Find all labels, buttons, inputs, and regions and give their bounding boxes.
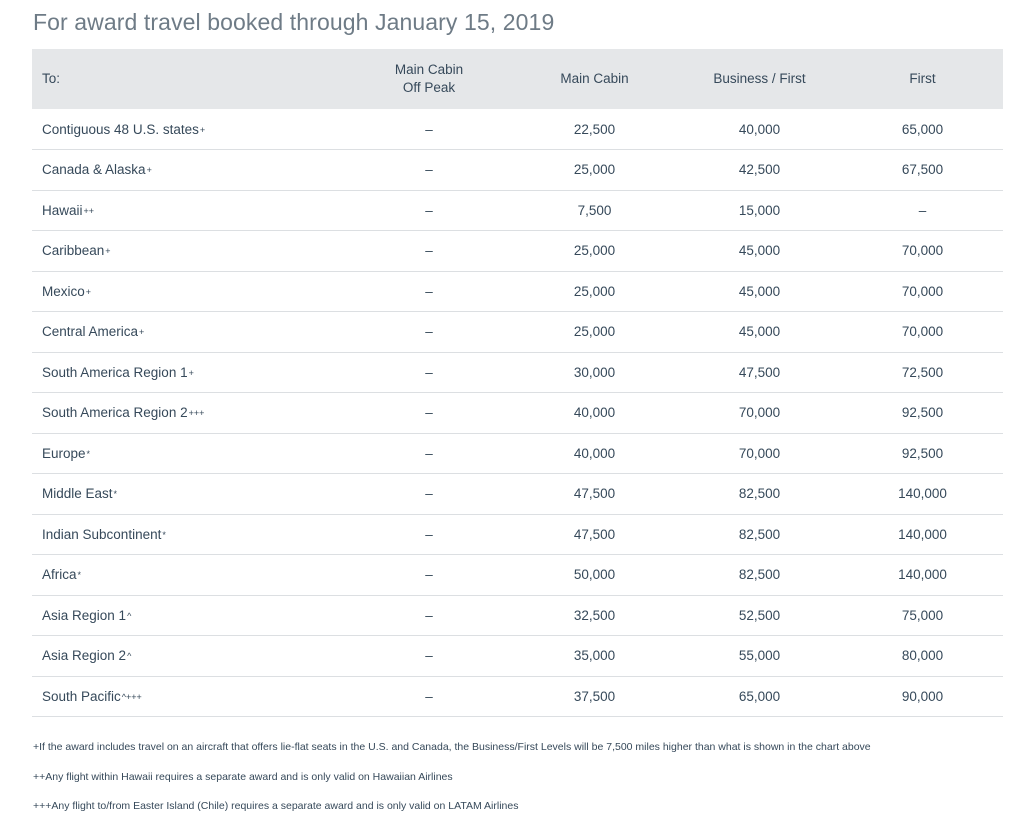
main-cabin-off-peak-cell: – <box>425 405 433 421</box>
destination-name: Canada & Alaska <box>42 162 146 178</box>
footnotes <box>33 740 871 829</box>
table-row <box>32 555 1003 596</box>
header-destination: To: <box>42 71 61 86</box>
destination-cell <box>32 433 346 474</box>
business-first-cell: 55,000 <box>738 648 781 664</box>
destination-name: South Pacific <box>42 688 121 704</box>
table-row <box>32 474 1003 515</box>
main-cabin-off-peak-cell: – <box>425 283 433 299</box>
first-cell: 70,000 <box>901 324 944 340</box>
main-cabin-off-peak-cell: – <box>425 486 433 502</box>
business-first-cell: 47,500 <box>738 364 781 380</box>
main-cabin-off-peak-cell: – <box>425 243 433 259</box>
destination-name: Europe <box>42 445 86 461</box>
footnote-mark: ^ <box>127 610 132 621</box>
header-first: First <box>909 71 936 86</box>
table-row <box>32 595 1003 636</box>
business-first-cell: 15,000 <box>738 202 781 218</box>
footnote-mark: + <box>199 124 206 135</box>
business-first-cell: 82,500 <box>738 526 781 542</box>
destination-name: Asia Region 2 <box>42 648 127 664</box>
destination-name: Hawaii <box>42 202 83 218</box>
destination-name: Caribbean <box>42 243 105 259</box>
destination-cell <box>32 190 346 231</box>
destination-cell <box>32 312 346 353</box>
footnote-mark: + <box>139 327 145 338</box>
business-first-cell: 70,000 <box>738 445 781 461</box>
first-cell: 140,000 <box>898 486 947 502</box>
main-cabin-cell: 25,000 <box>573 283 616 299</box>
destination-cell <box>32 636 346 677</box>
destination-cell <box>32 352 346 393</box>
business-first-cell: 82,500 <box>738 567 781 583</box>
main-cabin-cell: 25,000 <box>573 162 616 178</box>
footnote-mark: * <box>86 448 91 459</box>
destination-name: Contiguous 48 U.S. states <box>42 121 199 137</box>
business-first-cell: 45,000 <box>738 283 781 299</box>
main-cabin-cell: 25,000 <box>573 243 616 259</box>
header-main-cabin-off-peak-line2: Off Peak <box>402 80 456 95</box>
table-row <box>32 312 1003 353</box>
first-cell: 72,500 <box>901 364 944 380</box>
header-main-cabin-off-peak-line1: Main Cabin <box>394 62 464 77</box>
first-cell: 92,500 <box>901 405 944 421</box>
destination-cell <box>32 555 346 596</box>
business-first-cell: 40,000 <box>738 121 781 137</box>
main-cabin-cell: 35,000 <box>573 648 616 664</box>
first-cell: 75,000 <box>901 607 944 623</box>
table-row <box>32 190 1003 231</box>
footnote-mark: * <box>113 489 118 500</box>
main-cabin-cell: 47,500 <box>573 526 616 542</box>
destination-name: South America Region 1 <box>42 364 188 380</box>
main-cabin-cell: 7,500 <box>577 202 612 218</box>
destination-name: Africa <box>42 567 77 583</box>
header-row <box>32 49 1003 109</box>
business-first-cell: 52,500 <box>738 607 781 623</box>
destination-cell <box>32 676 346 717</box>
business-first-cell: 45,000 <box>738 324 781 340</box>
destination-cell <box>32 514 346 555</box>
table-row <box>32 433 1003 474</box>
first-cell: – <box>918 202 927 218</box>
main-cabin-off-peak-cell: – <box>425 202 433 218</box>
main-cabin-cell: 47,500 <box>573 486 616 502</box>
main-cabin-off-peak-cell: – <box>425 121 433 137</box>
table-row <box>32 231 1003 272</box>
main-cabin-off-peak-cell: – <box>425 567 433 583</box>
first-cell: 80,000 <box>901 648 944 664</box>
footnote-mark: * <box>77 570 82 581</box>
destination-name: Asia Region 1 <box>42 607 127 623</box>
footnote: +++Any flight to/from Easter Island (Chile) requires a separate award and is only valid on LATAM Airlines <box>33 800 519 812</box>
footnote-mark: + <box>85 286 92 297</box>
header-main-cabin: Main Cabin <box>560 71 629 86</box>
main-cabin-cell: 50,000 <box>573 567 616 583</box>
table-row <box>32 636 1003 677</box>
page-title: For award travel booked through January 15, 2019 <box>33 9 555 35</box>
main-cabin-off-peak-cell: – <box>425 364 433 380</box>
first-cell: 140,000 <box>898 567 947 583</box>
first-cell: 67,500 <box>901 162 944 178</box>
destination-cell <box>32 474 346 515</box>
main-cabin-cell: 37,500 <box>573 688 616 704</box>
main-cabin-cell: 22,500 <box>573 121 616 137</box>
main-cabin-cell: 25,000 <box>573 324 616 340</box>
destination-name: Indian Subcontinent <box>42 526 162 542</box>
footnote: ++Any flight within Hawaii requires a separate award and is only valid on Hawaiian Airlines <box>33 770 453 783</box>
header-main-cabin-off-peak <box>346 49 512 109</box>
first-cell: 92,500 <box>901 445 944 461</box>
footnote-mark: +++ <box>188 408 205 419</box>
footnote-mark: + <box>105 246 111 257</box>
first-cell: 70,000 <box>901 243 944 259</box>
main-cabin-cell: 30,000 <box>573 364 616 380</box>
destination-cell <box>32 595 346 636</box>
main-cabin-cell: 40,000 <box>573 405 616 421</box>
footnote-mark: ++ <box>83 205 95 216</box>
table-row <box>32 109 1003 150</box>
main-cabin-off-peak-cell: – <box>425 162 433 178</box>
destination-cell <box>32 150 346 191</box>
main-cabin-off-peak-cell: – <box>425 324 433 340</box>
table-row <box>32 676 1003 717</box>
destination-cell <box>32 109 346 150</box>
first-cell: 65,000 <box>901 121 944 137</box>
destination-cell <box>32 231 346 272</box>
business-first-cell: 65,000 <box>738 688 781 704</box>
main-cabin-off-peak-cell: – <box>425 445 433 461</box>
first-cell: 70,000 <box>901 283 944 299</box>
footnote-mark: * <box>162 529 166 540</box>
table-header <box>32 49 1003 109</box>
main-cabin-off-peak-cell: – <box>425 648 433 664</box>
business-first-cell: 70,000 <box>738 405 781 421</box>
destination-name: Mexico <box>42 283 85 299</box>
destination-name: Central America <box>42 324 139 340</box>
table-row <box>32 271 1003 312</box>
first-cell: 140,000 <box>898 526 947 542</box>
table-row <box>32 393 1003 434</box>
main-cabin-off-peak-cell: – <box>425 688 433 704</box>
table-body <box>32 109 1003 717</box>
business-first-cell: 42,500 <box>738 162 781 178</box>
footnote-mark: + <box>146 165 152 176</box>
header-business-first: Business / First <box>713 71 806 86</box>
table-row <box>32 352 1003 393</box>
footnote-mark: ^ <box>127 651 132 662</box>
main-cabin-off-peak-cell: – <box>425 607 433 623</box>
destination-cell <box>32 271 346 312</box>
award-chart-table <box>32 49 1003 717</box>
footnote: +If the award includes travel on an aircraft that offers lie-flat seats in the U.S. and Canada, the Business/First Levels will be 7,500 miles higher than what is shown in the chart above <box>33 741 871 753</box>
main-cabin-cell: 32,500 <box>573 607 616 623</box>
footnote-mark: + <box>188 367 194 378</box>
main-cabin-off-peak-cell: – <box>425 526 433 542</box>
destination-cell <box>32 393 346 434</box>
footnote-mark: ^+++ <box>121 691 142 702</box>
first-cell: 90,000 <box>901 688 944 704</box>
destination-name: South America Region 2 <box>42 405 188 421</box>
table-row <box>32 514 1003 555</box>
table-row <box>32 150 1003 191</box>
destination-name: Middle East <box>42 486 113 502</box>
main-cabin-cell: 40,000 <box>573 445 616 461</box>
business-first-cell: 45,000 <box>738 243 781 259</box>
business-first-cell: 82,500 <box>738 486 781 502</box>
